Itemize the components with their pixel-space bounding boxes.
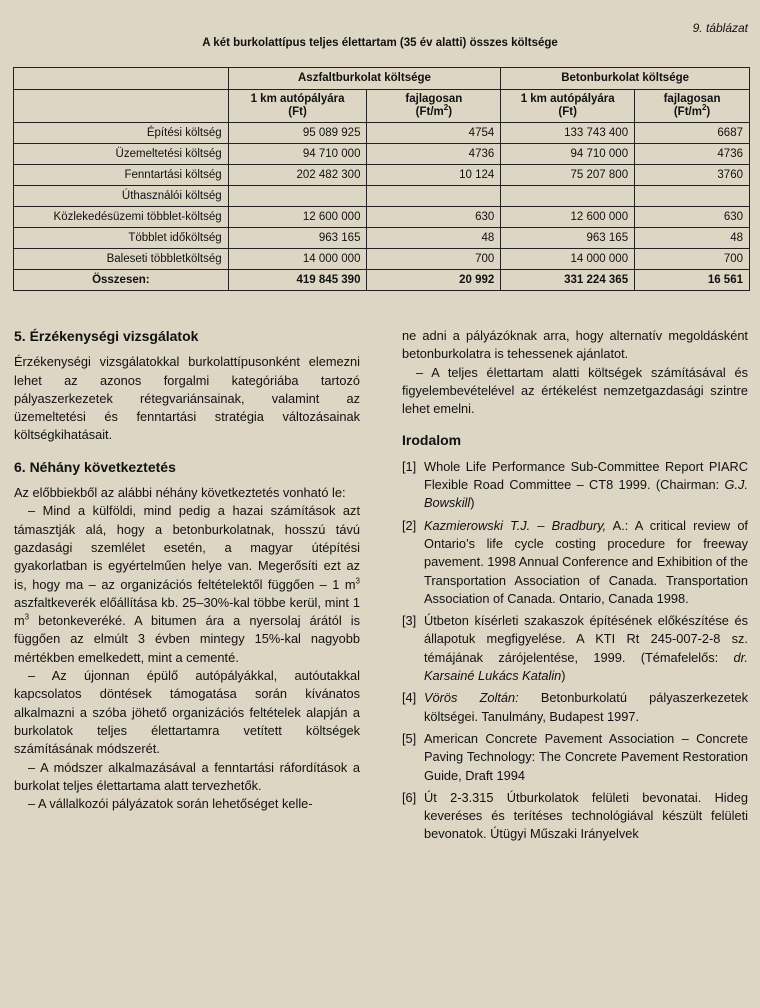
reference-text: Vörös Zoltán: Betonburkolatú pályaszerkezetek költségei. Tanulmány, Budapest 1997.: [424, 690, 748, 724]
cell-a-specific: 4754: [367, 123, 501, 144]
cell-a-km: 202 482 300: [228, 165, 367, 186]
header-b-km: 1 km autópályára (Ft): [501, 90, 635, 123]
reference-number: [1]: [402, 458, 417, 474]
section-6-point-5: – A teljes élettartam alatti költségek számításával és figyelembevételével az értékelést nemzetgazdasági szintre lehet emelni.: [402, 364, 748, 417]
header-a-km: 1 km autópályára (Ft): [228, 90, 367, 123]
reference-item: [402, 517, 748, 608]
left-column: [14, 327, 360, 813]
table-title: A két burkolattípus teljes élettartam (35 év alatti) összes költsége: [202, 37, 558, 49]
cell-b-km: 14 000 000: [501, 249, 635, 270]
row-label: Úthasználói költség: [14, 186, 229, 207]
reference-number: [4]: [402, 690, 417, 706]
cell-b-specific: 700: [635, 249, 750, 270]
total-label: Összesen:: [14, 270, 229, 291]
reference-text: Út 2-3.315 Útburkolatok felületi bevonatai. Hideg keveréses és terítéses technológiával készült felületi bevonatok. Útügyi Műszaki Irányelvek: [424, 789, 748, 842]
cell-b-specific: 4736: [635, 144, 750, 165]
reference-item: [402, 730, 748, 785]
table-row: [14, 144, 750, 165]
table-row: [14, 123, 750, 144]
row-label: Közlekedésüzemi többlet-költség: [14, 207, 229, 228]
cell-a-specific: 630: [367, 207, 501, 228]
total-b-specific: 16 561: [635, 270, 750, 291]
reference-text: Kazmierowski T.J. – Bradbury, A.: A critical review of Ontario’s life cycle costing procedure for freeway pavement. 1998 Annual Conference and Exhibition of the Transportation Association of Canada. Transportation Association of Canada. Ontario, Canada 1998.: [424, 517, 748, 606]
cell-a-km: 963 165: [228, 228, 367, 249]
section-6-intro: Az előbbiekből az alábbi néhány következtetés vonható le:: [14, 485, 346, 501]
cell-a-km: 94 710 000: [228, 144, 367, 165]
cell-b-km: 963 165: [501, 228, 635, 249]
section-6-point-4: – A vállalkozói pályázatok során lehetőséget kelle-: [28, 796, 313, 812]
reference-number: [2]: [402, 517, 417, 533]
section-5-heading: 5. Érzékenységi vizsgálatok: [14, 328, 199, 344]
row-label: Építési költség: [14, 123, 229, 144]
cell-a-specific: 48: [367, 228, 501, 249]
header-concrete: Betonburkolat költsége: [501, 68, 750, 90]
cell-b-specific: [635, 186, 750, 207]
section-6-point-2: – Az újonnan épülő autópályákkal, autóutakkal kapcsolatos döntések támogatása során kívánatos alkalmazni a szóba jöhető organizációs feltételek alapján a burkolatok teljes élettartamra vetített költségek számításának módszerét.: [14, 668, 360, 757]
section-5-paragraph: Érzékenységi vizsgálatokkal burkolattípusonként elemezni lehet az azonos forgalmi kategóriába tartozó pályaszerkezetek rétegvariánsainak, valamint az üzemeltetési és fenntartási stratégia változásainak költségkihatásait.: [14, 354, 360, 443]
table-row: [14, 228, 750, 249]
table-row: [14, 186, 750, 207]
reference-item: [402, 612, 748, 685]
cell-b-specific: 3760: [635, 165, 750, 186]
right-column: [402, 327, 748, 848]
section-6-point-3: – A módszer alkalmazásával a fenntartási ráfordítások a burkolat teljes élettartama alatt tervezhetők.: [14, 759, 360, 793]
header-b-specific: fajlagosan $(Ft/m^2)$: [635, 90, 750, 123]
reference-item: [402, 689, 748, 726]
reference-number: [3]: [402, 613, 417, 629]
table-number: 9. táblázat: [692, 21, 748, 35]
total-b-km: 331 224 365: [501, 270, 635, 291]
header-empty-2: [14, 90, 229, 123]
reference-item: [402, 458, 748, 513]
table-row: [14, 207, 750, 228]
references-heading: Irodalom: [402, 432, 462, 449]
table-row: [14, 165, 750, 186]
cell-b-km: 75 207 800: [501, 165, 635, 186]
cell-b-specific: 6687: [635, 123, 750, 144]
cell-a-km: 12 600 000: [228, 207, 367, 228]
cell-a-km: [228, 186, 367, 207]
row-label: Fenntartási költség: [14, 165, 229, 186]
cell-a-km: 95 089 925: [228, 123, 367, 144]
cell-a-specific: 4736: [367, 144, 501, 165]
table-row: [14, 249, 750, 270]
row-label: Többlet időköltség: [14, 228, 229, 249]
reference-text: Útbeton kísérleti szakaszok építésének előkészítése és állapotuk megfigyelése. A KTI Rt 245-007-2-8 sz. témájának zárójelentése, 1999. (Témafelelős: dr. Karsainé Lukács Katalin): [424, 613, 748, 684]
section-6-point-4-continued: ne adni a pályázóknak arra, hogy alternatív megoldásként betonburkolatra is tehessenek ajánlatot.: [402, 328, 748, 362]
row-label: Baleseti többletköltség: [14, 249, 229, 270]
reference-item: [402, 789, 748, 844]
total-a-km: 419 845 390: [228, 270, 367, 291]
cell-b-km: 12 600 000: [501, 207, 635, 228]
cell-b-specific: 48: [635, 228, 750, 249]
cell-a-km: 14 000 000: [228, 249, 367, 270]
reference-number: [5]: [402, 730, 417, 746]
reference-number: [6]: [402, 789, 417, 805]
reference-text: American Concrete Pavement Association – Concrete Paving Technology: The Concrete Pavement Restoration Guide, Draft 1994: [424, 730, 748, 783]
section-6-point-1: – Mind a külföldi, mind pedig a hazai számítások azt támasztják alá, hogy a betonburkolatnak, hosszú távú gazdasági szemlélet esetén, a magyar útépítési gyakorlatban is egyértelműen helye van. Megerősíti ezt az is, hogy ma – az organizációs feltételektől függően – 1 $m^3$ aszfaltkeverék előállítása kb. 25–30%-kal többe kerül, mint 1 $m^3$ betonkeveréké. A bitumen ára a nyersolaj árától is függően az elmúlt 3 évben mintegy 15%-kal nagyobb mértékben emelkedett, mint a cementé.: [14, 503, 360, 665]
cell-b-km: 133 743 400: [501, 123, 635, 144]
header-empty: [14, 68, 229, 90]
cost-table: [13, 67, 750, 291]
cell-b-km: [501, 186, 635, 207]
section-6-heading: 6. Néhány következtetés: [14, 458, 176, 475]
cell-a-specific: [367, 186, 501, 207]
total-row: [14, 270, 750, 291]
total-a-specific: 20 992: [367, 270, 501, 291]
cell-b-specific: 630: [635, 207, 750, 228]
header-a-specific: fajlagosan $(Ft/m^2)$: [367, 90, 501, 123]
cell-a-specific: 700: [367, 249, 501, 270]
row-label: Üzemeltetési költség: [14, 144, 229, 165]
header-asphalt: Aszfaltburkolat költsége: [228, 68, 501, 90]
reference-text: Whole Life Performance Sub-Committee Report PIARC Flexible Road Committee – CT8 1999. (Chairman: G.J. Bowskill): [424, 458, 748, 511]
cell-a-specific: 10 124: [367, 165, 501, 186]
cell-b-km: 94 710 000: [501, 144, 635, 165]
